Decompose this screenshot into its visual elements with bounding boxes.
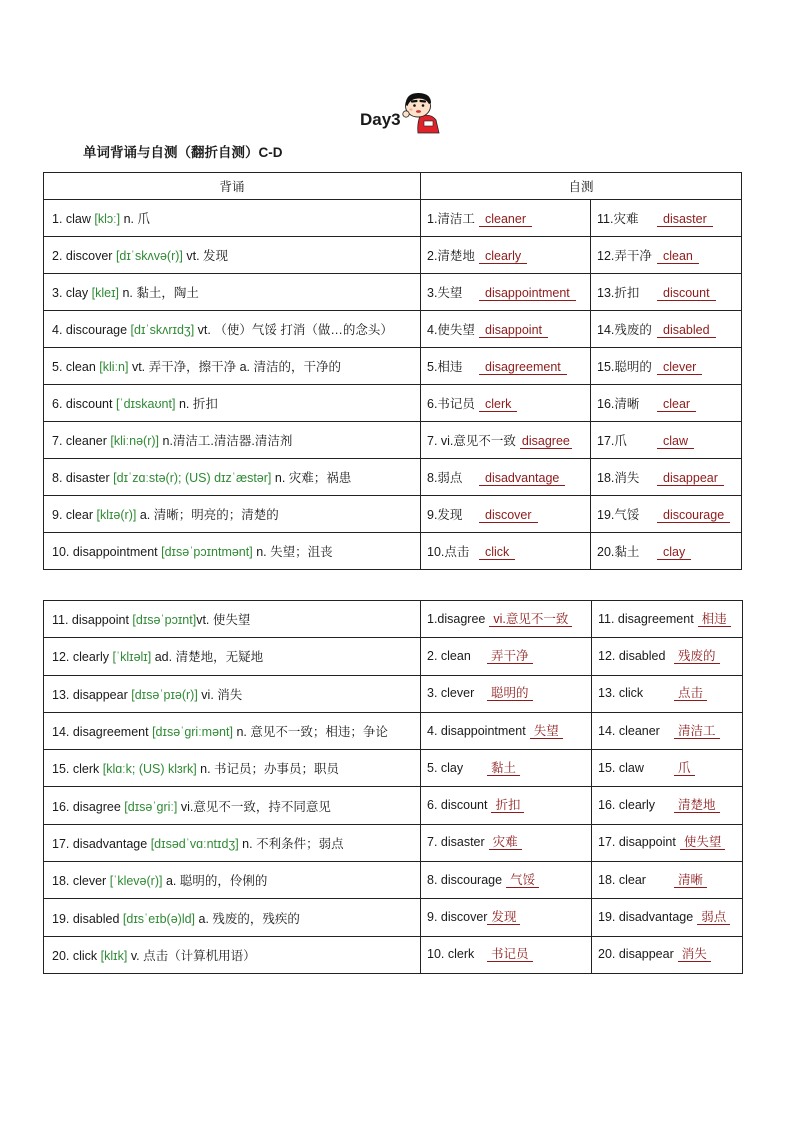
self-test-cell [421, 311, 591, 348]
self-test-cell [421, 936, 592, 973]
test-prompt: 1.清洁工 [427, 212, 475, 226]
test-answer: 失望 [530, 724, 563, 739]
recite-cell [44, 422, 421, 459]
test-answer: 黏土 [487, 761, 520, 776]
entry-word: 19. disabled [52, 911, 120, 926]
test-prompt: 10.点击 [427, 545, 470, 559]
recite-cell [44, 712, 421, 749]
self-test-cell [591, 200, 742, 237]
table-row [44, 601, 743, 638]
test-prompt: 3. clever [427, 686, 475, 701]
meaning: n. 爪 [123, 212, 150, 226]
entry-word: 16. disagree [52, 799, 121, 814]
phonetic: [kleɪ] [91, 286, 119, 300]
entry-word: 6. discount [52, 397, 113, 411]
test-prompt: 4.使失望 [427, 323, 475, 337]
phonetic: [kliːnə(r)] [110, 434, 160, 448]
self-test-cell [592, 936, 743, 973]
self-test-cell [421, 862, 592, 899]
test-answer: discount [657, 286, 716, 301]
recite-cell [44, 533, 421, 570]
meaning: n. 意见不一致；相违；争论 [236, 725, 388, 740]
test-answer: clay [657, 545, 691, 560]
phonetic: [dɪsəˈpɔɪnt] [132, 613, 197, 628]
self-test-cell [591, 348, 742, 385]
self-test-cell [421, 638, 592, 675]
entry-word: 12. clearly [52, 650, 109, 665]
meaning: n. 书记员；办事员；职员 [200, 762, 340, 777]
meaning: n. 不利条件；弱点 [242, 836, 344, 851]
table-row [44, 787, 743, 824]
self-test-cell [592, 712, 743, 749]
test-prompt: 17. disappoint [598, 835, 676, 850]
test-prompt: 19.气馁 [597, 508, 640, 522]
recite-cell [44, 601, 421, 638]
page-subtitle: 单词背诵与自测（翻折自测）C-D [83, 145, 283, 160]
self-test-cell [592, 601, 743, 638]
test-prompt: 15. claw [598, 760, 644, 775]
table-row [44, 237, 742, 274]
self-test-cell [421, 787, 592, 824]
test-answer: 聪明的 [487, 686, 533, 701]
table-row [44, 422, 742, 459]
self-test-cell [421, 348, 591, 385]
test-prompt: 14.残废的 [597, 323, 652, 337]
meaning: ad. 清楚地，无疑地 [154, 650, 264, 665]
test-answer: 使失望 [680, 835, 726, 850]
test-answer: disadvantage [479, 471, 565, 486]
test-answer: 弄干净 [487, 649, 533, 664]
test-prompt: 18. clear [598, 872, 646, 887]
test-answer: clean [657, 249, 699, 264]
test-prompt: 8. discourage [427, 872, 503, 887]
test-answer: 发现 [487, 910, 520, 925]
table-row [44, 675, 743, 712]
meaning: a. 残废的，残疾的 [198, 911, 300, 926]
test-answer: 书记员 [487, 947, 533, 962]
phonetic: [ˈklɪəlɪ] [112, 650, 152, 665]
test-prompt: 9. discover [427, 910, 488, 925]
table-row [44, 533, 742, 570]
test-answer: clear [657, 397, 696, 412]
entry-word: 8. disaster [52, 471, 110, 485]
test-prompt: 20.黏土 [597, 545, 640, 559]
test-answer: discourage [657, 508, 730, 523]
entry-word: 18. clever [52, 874, 107, 889]
self-test-cell [421, 237, 591, 274]
recite-cell [44, 237, 421, 274]
entry-word: 14. disagreement [52, 725, 149, 740]
self-test-cell [592, 787, 743, 824]
test-prompt: 5.相违 [427, 360, 463, 374]
test-answer: clever [657, 360, 702, 375]
recite-cell [44, 638, 421, 675]
entry-word: 10. disappointment [52, 545, 158, 559]
table-row [44, 824, 743, 861]
entry-word: 2. discover [52, 249, 113, 263]
self-test-cell [421, 274, 591, 311]
test-prompt: 11.灾难 [597, 212, 639, 226]
test-answer: 气馁 [506, 873, 539, 888]
test-prompt: 7. disaster [427, 835, 485, 850]
table-row [44, 496, 742, 533]
test-prompt: 12. disabled [598, 648, 666, 663]
table-row [44, 936, 743, 973]
test-answer: clearly [479, 249, 527, 264]
phonetic: [klɪk] [100, 948, 128, 963]
test-answer: 灾难 [489, 835, 522, 850]
recite-cell [44, 787, 421, 824]
self-test-cell [592, 899, 743, 936]
self-test-cell [591, 422, 742, 459]
self-test-cell [421, 533, 591, 570]
header-recite: 背诵 [44, 173, 421, 200]
test-prompt: 3.失望 [427, 286, 463, 300]
vocab-table-part1 [43, 172, 742, 570]
table-row [44, 638, 743, 675]
meaning: vt. 弄干净，擦干净 a. 清洁的，干净的 [131, 360, 341, 374]
cartoon-boy-icon [400, 90, 442, 134]
self-test-cell [592, 824, 743, 861]
test-answer: clerk [479, 397, 517, 412]
entry-word: 3. clay [52, 286, 89, 300]
entry-word: 13. disappear [52, 687, 128, 702]
table-row [44, 750, 743, 787]
meaning: n. 折扣 [178, 397, 218, 411]
test-prompt: 20. disappear [598, 947, 674, 962]
test-prompt: 13. click [598, 686, 644, 701]
recite-cell [44, 936, 421, 973]
meaning: n.清洁工.清洁器.清洁剂 [162, 434, 293, 448]
test-prompt: 14. cleaner [598, 723, 660, 738]
test-prompt: 9.发现 [427, 508, 463, 522]
table-row [44, 712, 743, 749]
test-prompt: 8.弱点 [427, 471, 463, 485]
vocab-table-part2 [43, 600, 743, 974]
self-test-cell [591, 237, 742, 274]
self-test-cell [421, 675, 592, 712]
table-row [44, 862, 743, 899]
test-answer: cleaner [479, 212, 532, 227]
meaning: n. 灾难；祸患 [274, 471, 352, 485]
meaning: v. 点击（计算机用语） [130, 948, 256, 963]
phonetic: [ˈdɪskaʊnt] [115, 397, 176, 411]
test-answer: 爪 [674, 761, 695, 776]
phonetic: [klɔː] [94, 212, 121, 226]
entry-word: 15. clerk [52, 762, 100, 777]
test-answer: disabled [657, 323, 716, 338]
phonetic: [klɪə(r)] [96, 508, 137, 522]
test-prompt: 4. disappointment [427, 723, 526, 738]
table-row [44, 385, 742, 422]
test-answer: disagreement [479, 360, 567, 375]
test-answer: click [479, 545, 515, 560]
entry-word: 7. cleaner [52, 434, 107, 448]
test-answer: 残废的 [674, 649, 720, 664]
self-test-cell [592, 862, 743, 899]
self-test-cell [591, 385, 742, 422]
test-prompt: 2. clean [427, 648, 471, 663]
recite-cell [44, 311, 421, 348]
table-row [44, 274, 742, 311]
test-prompt: 18.消失 [597, 471, 640, 485]
phonetic: [dɪsəˈpɪə(r)] [131, 687, 198, 702]
recite-cell [44, 385, 421, 422]
phonetic: [dɪsˈeɪb(ə)ld] [122, 911, 196, 926]
recite-cell [44, 824, 421, 861]
self-test-cell [421, 601, 592, 638]
meaning: n. 黏土，陶土 [122, 286, 199, 300]
test-prompt: 6.书记员 [427, 397, 475, 411]
meaning: vi.意见不一致，持不同意见 [180, 799, 331, 814]
test-prompt: 12.弄干净 [597, 249, 652, 263]
recite-cell [44, 750, 421, 787]
entry-word: 11. disappoint [52, 613, 129, 628]
test-answer: disappoint [479, 323, 548, 338]
self-test-cell [421, 459, 591, 496]
test-answer: 清洁工 [674, 724, 720, 739]
table-row [44, 348, 742, 385]
test-answer: discover [479, 508, 538, 523]
test-answer: disagree [521, 434, 570, 448]
table-row [44, 899, 743, 936]
self-test-cell [592, 675, 743, 712]
test-answer: 弱点 [697, 910, 730, 925]
test-prompt: 2.清楚地 [427, 249, 475, 263]
phonetic: [klɑːk; (US) klɜrk] [102, 762, 197, 777]
entry-word: 20. click [52, 948, 98, 963]
table-row [44, 311, 742, 348]
test-answer: 消失 [678, 947, 711, 962]
entry-word: 9. clear [52, 508, 93, 522]
test-prompt: 7. vi.意见不一致 [427, 434, 516, 448]
recite-cell [44, 899, 421, 936]
test-prompt: 10. clerk [427, 947, 475, 962]
recite-cell [44, 459, 421, 496]
self-test-cell [591, 311, 742, 348]
meaning: a. 聪明的，伶俐的 [165, 874, 268, 889]
self-test-cell [421, 496, 591, 533]
test-answer: 清楚地 [674, 798, 720, 813]
recite-cell [44, 496, 421, 533]
recite-cell [44, 200, 421, 237]
test-prompt: 13.折扣 [597, 286, 640, 300]
meaning: vt. （使）气馁 打消（做…的念头） [197, 323, 393, 337]
entry-word: 5. clean [52, 360, 96, 374]
meaning: vt. 使失望 [196, 613, 251, 628]
self-test-cell [592, 750, 743, 787]
test-answer: 折扣 [491, 798, 524, 813]
test-answer: disaster [657, 212, 713, 227]
test-answer: claw [657, 434, 694, 449]
meaning: a. 清晰；明亮的；清楚的 [139, 508, 279, 522]
meaning: vt. 发现 [186, 249, 229, 263]
recite-cell [44, 348, 421, 385]
test-answer: 相违 [698, 612, 731, 627]
table-header-row [44, 173, 742, 200]
self-test-cell [591, 533, 742, 570]
phonetic: [dɪsədˈvɑːntɪdʒ] [150, 836, 239, 851]
header-self-test: 自测 [421, 173, 742, 200]
table-row [44, 459, 742, 496]
entry-word: 4. discourage [52, 323, 128, 337]
test-answer: 点击 [674, 686, 707, 701]
phonetic: [ˈklevə(r)] [109, 874, 163, 889]
self-test-cell [421, 750, 592, 787]
phonetic: [dɪˈzɑːstə(r); (US) dɪzˈæstər] [113, 471, 272, 485]
meaning: vi. 消失 [201, 687, 243, 702]
self-test-cell [421, 385, 591, 422]
test-answer: disappear [657, 471, 724, 486]
self-test-cell [421, 824, 592, 861]
entry-word: 17. disadvantage [52, 836, 148, 851]
phonetic: [dɪˈskʌvə(r)] [115, 249, 183, 263]
test-answer: 清晰 [674, 873, 707, 888]
test-prompt: 16.清晰 [597, 397, 640, 411]
meaning: n. 失望；沮丧 [256, 545, 333, 559]
self-test-cell [591, 459, 742, 496]
phonetic: [dɪˈskʌrɪdʒ] [130, 323, 195, 337]
self-test-cell [591, 274, 742, 311]
recite-cell [44, 862, 421, 899]
test-prompt: 11. disagreement [598, 611, 694, 626]
test-prompt: 19. disadvantage [598, 910, 694, 925]
phonetic: [kliːn] [99, 360, 129, 374]
test-prompt: 1.disagree [427, 611, 486, 626]
self-test-cell [421, 899, 592, 936]
entry-word: 1. claw [52, 212, 91, 226]
phonetic: [dɪsəˈɡriː] [124, 799, 178, 814]
test-prompt: 17.爪 [597, 434, 627, 448]
test-answer: disappointment [479, 286, 576, 301]
table-row [44, 200, 742, 237]
self-test-cell [421, 422, 591, 459]
phonetic: [dɪsəˈɡriːmənt] [152, 725, 233, 740]
recite-cell [44, 675, 421, 712]
self-test-cell [421, 712, 592, 749]
test-prompt: 6. discount [427, 798, 488, 813]
page-title: Day3 [360, 110, 401, 129]
self-test-cell [421, 200, 591, 237]
self-test-cell [592, 638, 743, 675]
test-answer: vi.意见不一致 [489, 612, 572, 627]
recite-cell [44, 274, 421, 311]
phonetic: [dɪsəˈpɔɪntmənt] [161, 545, 253, 559]
test-prompt: 5. clay [427, 760, 464, 775]
test-prompt: 16. clearly [598, 798, 655, 813]
test-prompt: 15.聪明的 [597, 360, 652, 374]
self-test-cell [591, 496, 742, 533]
